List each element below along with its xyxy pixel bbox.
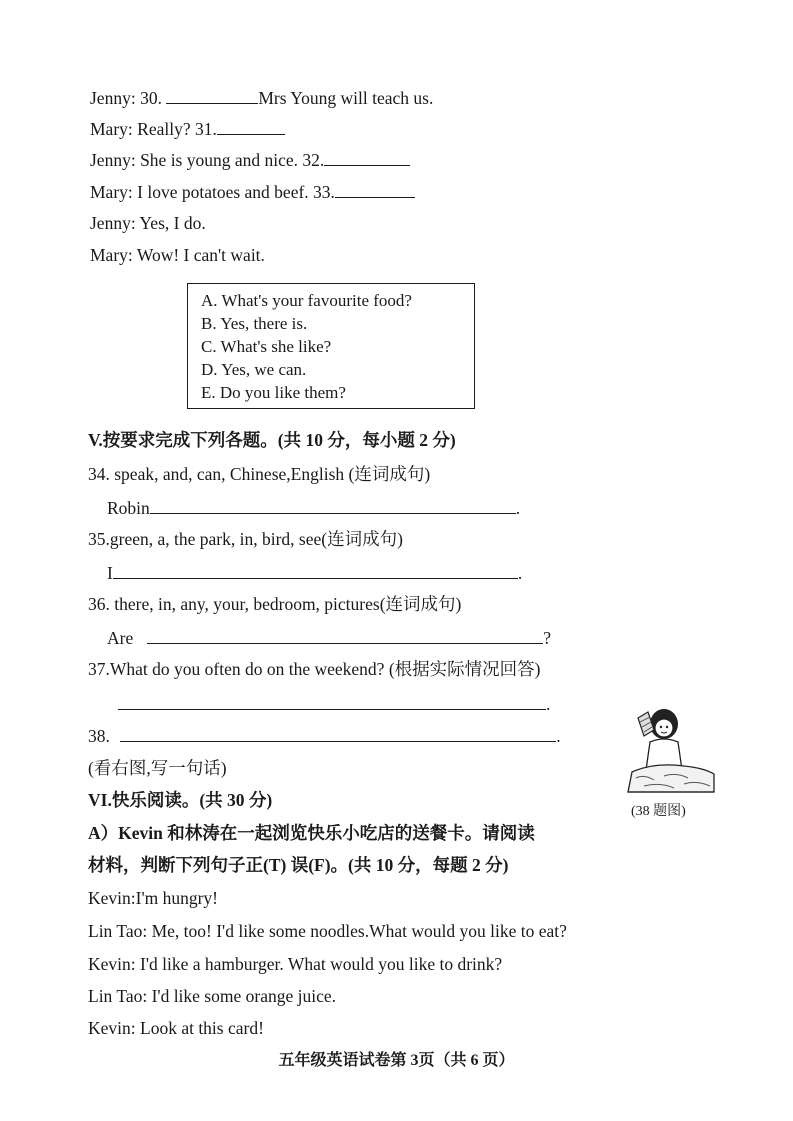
dialogue-text: Jenny: She is young and nice. 32. (90, 150, 325, 170)
reading-dialogue-line: Kevin: Look at this card! (88, 1018, 264, 1038)
dialogue-line-30 (90, 86, 433, 109)
reading-dialogue-line: Lin Tao: I'd like some orange juice. (88, 986, 336, 1006)
sentence-end: . (556, 726, 561, 746)
girl-reading-illustration (624, 700, 716, 796)
sentence-start: Are (107, 628, 134, 648)
answer-blank-38[interactable] (120, 724, 556, 742)
dialogue-line-31 (90, 117, 285, 140)
dialogue-text: Jenny: 30. (90, 88, 162, 108)
answer-line-37 (118, 692, 550, 715)
dialogue-text: Mary: I love potatoes and beef. 33. (90, 182, 335, 202)
answer-line-34 (107, 496, 520, 519)
dialogue-line-33 (90, 180, 415, 203)
answer-blank-34[interactable] (150, 496, 516, 514)
dialogue-line: Mary: Wow! I can't wait. (90, 245, 265, 265)
question-38-caption: (38 题图) (631, 804, 686, 819)
option-d: D. Yes, we can. (201, 360, 307, 379)
section-vi-heading: VI.快乐阅读。(共 30 分) (88, 790, 273, 810)
option-b: B. Yes, there is. (201, 314, 308, 333)
section-v-heading: V.按要求完成下列各题。(共 10 分，每小题 2 分) (88, 430, 456, 450)
answer-blank-35[interactable] (113, 561, 518, 579)
question-38-note: (看右图,写一句话) (88, 758, 227, 778)
question-35: 35.green, a, the park, in, bird, see(连词成句) (88, 529, 403, 549)
dialogue-text: Mary: Really? 31. (90, 119, 217, 139)
sentence-end: . (546, 694, 551, 714)
answer-blank-32[interactable] (324, 148, 410, 166)
sentence-start: Robin (107, 498, 150, 518)
answer-blank-37[interactable] (118, 692, 546, 710)
answer-blank-33[interactable] (335, 180, 415, 198)
question-37: 37.What do you often do on the weekend? (根据实际情况回答) (88, 659, 541, 679)
dialogue-line: Jenny: Yes, I do. (90, 213, 206, 233)
question-38-number: 38. (88, 726, 110, 746)
answer-line-38 (88, 724, 561, 747)
options-box (187, 283, 475, 409)
reading-dialogue-line: Kevin:I'm hungry! (88, 888, 219, 908)
question-36: 36. there, in, any, your, bedroom, pictures(连词成句) (88, 594, 462, 614)
answer-blank-30[interactable] (166, 86, 258, 104)
dialogue-text-after: Mrs Young will teach us. (258, 88, 434, 108)
page-footer: 五年级英语试卷第 3页（共 6 页） (278, 1052, 515, 1069)
part-a-instruction-line1: A）Kevin 和林涛在一起浏览快乐小吃店的送餐卡。请阅读 (88, 823, 535, 843)
sentence-end: . (515, 498, 521, 518)
answer-blank-36[interactable] (147, 626, 543, 644)
option-c: C. What's she like? (201, 337, 332, 356)
option-a: A. What's your favourite food? (201, 291, 412, 310)
reading-dialogue-line: Kevin: I'd like a hamburger. What would you like to drink? (88, 954, 503, 974)
question-34: 34. speak, and, can, Chinese,English (连词成句) (88, 464, 431, 484)
answer-blank-31[interactable] (217, 117, 285, 135)
dialogue-line-32 (90, 148, 410, 171)
sentence-end: ? (543, 628, 552, 648)
sentence-start: I (107, 563, 113, 583)
reading-dialogue-line: Lin Tao: Me, too! I'd like some noodles.What would you like to eat? (88, 921, 567, 941)
answer-line-35 (107, 561, 522, 584)
sentence-end: . (517, 563, 523, 583)
part-a-instruction-line2: 材料，判断下列句子正(T) 误(F)。(共 10 分，每题 2 分) (88, 855, 509, 875)
answer-line-36 (107, 626, 551, 649)
option-e: E. Do you like them? (201, 383, 346, 402)
